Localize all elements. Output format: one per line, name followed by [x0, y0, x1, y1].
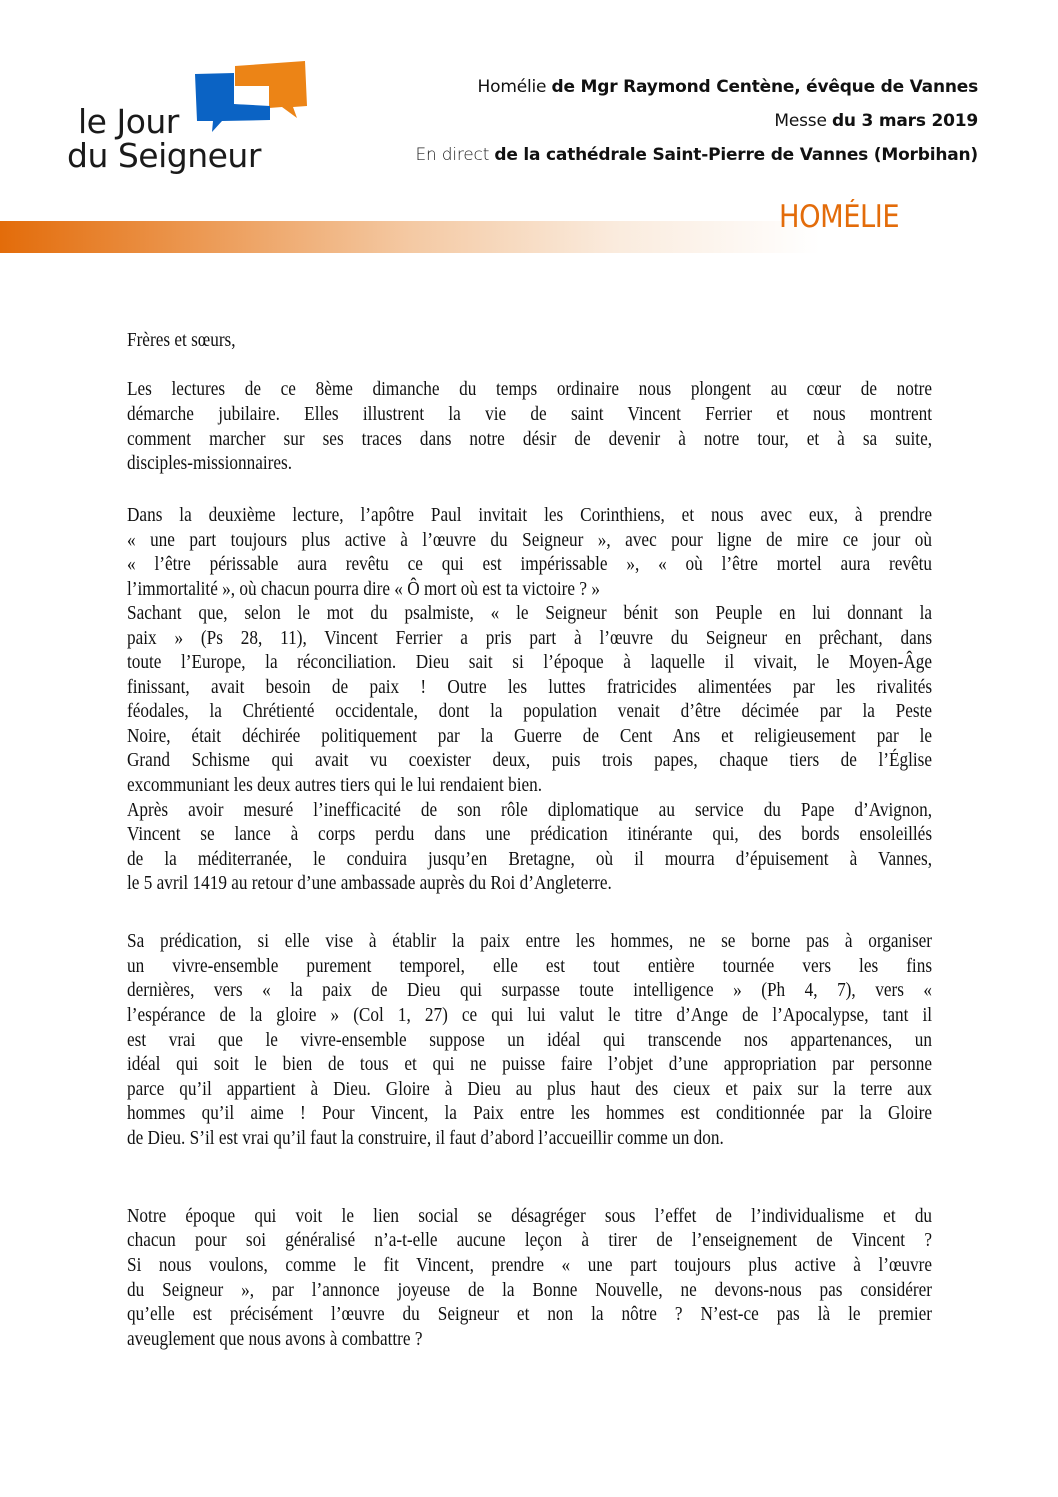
text-line: excommuniant les deux autres tiers qui le lui rendaient bien.	[127, 774, 543, 796]
text-line: Si nous voulons, comme le fit Vincent, prendre « une part toujours plus active à l’œuvre	[127, 1254, 933, 1276]
text-line: un vivre-ensemble purement temporel, elle est tout entière tournée vers les fins	[127, 955, 933, 977]
text-line: toute l’Europe, la réconciliation. Dieu sait si l’époque à laquelle il vivait, le Moyen-Âge	[127, 651, 933, 673]
header-label: En direct	[415, 145, 490, 165]
speech-bubbles-icon	[190, 58, 315, 138]
greeting: Frères et sœurs,	[127, 329, 236, 351]
text-line: Vincent se lance à corps perdu dans une prédication itinérante qui, des bords ensoleillés	[127, 823, 933, 845]
text-line: aveuglement que nous avons à combattre ?	[127, 1328, 423, 1350]
text-line: paix » (Ps 28, 11), Vincent Ferrier a pris part à l’œuvre du Seigneur en prêchant, dans	[127, 627, 933, 649]
logo-text-line1: le Jour	[78, 102, 179, 141]
logo	[60, 55, 320, 185]
text-line: le 5 avril 1419 au retour d’une ambassade auprès du Roi d’Angleterre.	[127, 872, 612, 894]
text-line: Les lectures de ce 8ème dimanche du temps ordinaire nous plongent au cœur de notre	[127, 378, 933, 400]
text-line: l’espérance de la gloire » (Col 1, 27) ce qui lui valut le titre d’Ange de l’Apocalypse, tant il	[127, 1004, 933, 1026]
text-line: démarche jubilaire. Elles illustrent la vie de saint Vincent Ferrier et nous montrent	[127, 403, 933, 425]
header-label: Messe	[774, 111, 827, 131]
header-value: de la cathédrale Saint-Pierre de Vannes (Morbihan)	[494, 145, 978, 165]
section-title: HOMÉLIE	[779, 199, 900, 235]
text-line: Notre époque qui voit le lien social se désagréger sous l’effet de l’individualisme et du	[127, 1205, 933, 1227]
text-line: Sa prédication, si elle vise à établir la paix entre les hommes, ne se borne pas à organiser	[127, 930, 933, 952]
text-line: chacun pour soi généralisé n’a-t-elle aucune leçon à tirer de l’enseignement de Vincent ?	[127, 1229, 933, 1251]
text-line: Grand Schisme qui avait vu coexister deux, puis trois papes, chaque tiers de l’Église	[127, 749, 933, 771]
text-line: hommes qu’il aime ! Pour Vincent, la Paix entre les hommes est conditionnée par la Gloire	[127, 1102, 933, 1124]
text-line: comment marcher sur ses traces dans notre désir de devenir à notre tour, et à sa suite,	[127, 428, 933, 450]
header-mass-date	[774, 111, 978, 131]
text-line: qu’elle est précisément l’œuvre du Seigneur et non la nôtre ? N’est-ce pas là le premier	[127, 1303, 933, 1325]
text-line: idéal qui soit le bien de tous et qui ne puisse faire l’objet d’une appropriation par personne	[127, 1053, 933, 1075]
text-line: de la méditerranée, le conduira jusqu’en Bretagne, où il mourra d’épuisement à Vannes,	[127, 848, 933, 870]
text-line: Sachant que, selon le mot du psalmiste, « le Seigneur bénit son Peuple en lui donnant la	[127, 602, 933, 624]
text-line: Dans la deuxième lecture, l’apôtre Paul invitait les Corinthiens, et nous avec eux, à prendre	[127, 504, 933, 526]
text-line: finissant, avait besoin de paix ! Outre les luttes fratricides alimentées par les rivalités	[127, 676, 933, 698]
text-line: de Dieu. S’il est vrai qu’il faut la construire, il faut d’abord l’accueillir comme un don.	[127, 1127, 724, 1149]
text-line: l’immortalité », où chacun pourra dire « Ô mort où est ta victoire ? »	[127, 578, 600, 600]
text-line: féodales, la Chrétienté occidentale, dont la population venait d’être décimée par la Peste	[127, 700, 933, 722]
text-line: dernières, vers « la paix de Dieu qui surpasse toute intelligence » (Ph 4, 7), vers «	[127, 979, 933, 1001]
header-value: du 3 mars 2019	[831, 111, 978, 131]
text-line: disciples-missionnaires.	[127, 452, 293, 474]
logo-text-line2: du Seigneur	[67, 136, 261, 175]
text-line: est vrai que le vivre-ensemble suppose un idéal qui transcende nos appartenances, un	[127, 1029, 933, 1051]
header-broadcast-location	[415, 145, 978, 165]
gradient-band	[0, 221, 820, 253]
text-line: parce qu’il appartient à Dieu. Gloire à Dieu au plus haut des cieux et paix sur la terre aux	[127, 1078, 933, 1100]
text-line: du Seigneur », par l’annonce joyeuse de la Bonne Nouvelle, ne devons-nous pas considérer	[127, 1279, 933, 1301]
header-homily-author	[478, 77, 978, 97]
header-label: Homélie	[477, 77, 547, 97]
text-line: Après avoir mesuré l’inefficacité de son rôle diplomatique au service du Pape d’Avignon,	[127, 799, 933, 821]
text-line: Noire, était déchirée politiquement par la Guerre de Cent Ans et religieusement par le	[127, 725, 933, 747]
header-value: de Mgr Raymond Centène, évêque de Vannes	[551, 77, 978, 97]
text-line: « l’être périssable aura revêtu ce qui est impérissable », « où l’être mortel aura revêtu	[127, 553, 933, 575]
text-line: « une part toujours plus active à l’œuvre du Seigneur », avec pour ligne de mire ce jour où	[127, 529, 933, 551]
